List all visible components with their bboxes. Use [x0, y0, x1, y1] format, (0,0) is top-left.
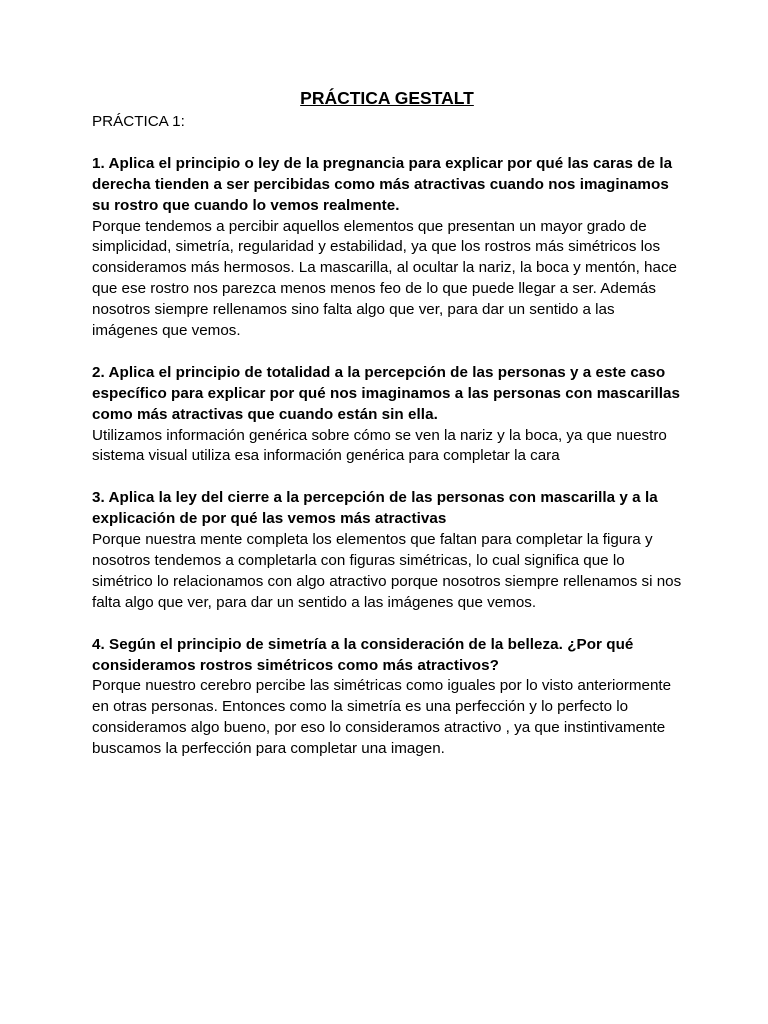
spacer — [92, 614, 682, 635]
answer-3: Porque nuestra mente completa los elementos que faltan para completar la figura y nosotros tendemos a completarla con figuras simétricas, lo cual significa que lo simétrico lo relacionamos con algo atractivo porque nosotros siempre rellenamos si nos falta algo que ver, para dar un sentido a las imágenes que vemos. — [92, 531, 682, 611]
answer-2: Utilizamos información genérica sobre cómo se ven la nariz y la boca, ya que nuestro sistema visual utiliza esa información genérica para completar la cara — [92, 426, 667, 465]
document-content — [92, 86, 682, 760]
question-1: 1. Aplica el principio o ley de la pregnancia para explicar por qué las caras de la derecha tienden a ser percibidas como más atractivas cuando nos imaginamos su rostro que cuando lo vemos realmente. — [92, 154, 673, 214]
section-1 — [92, 154, 682, 342]
spacer — [92, 342, 682, 363]
spacer — [92, 133, 682, 154]
document-title: PRÁCTICA GESTALT — [300, 88, 474, 108]
answer-4: Porque nuestro cerebro percibe las simétricas como iguales por lo visto anteriormente en otras personas. Entonces como la simetría es una perfección y lo perfecto lo consideramos algo bueno, por eso lo consideramos atractivo , ya que instintivamente buscamos la perfección para completar una imagen. — [92, 677, 672, 758]
answer-1: Porque tendemos a percibir aquellos elementos que presentan un mayor grado de simplicidad, simetría, regularidad y estabilidad, ya que los rostros más simétricos los consideramos más hermosos. La mascarilla, al ocultar la nariz, la boca y mentón, hace que ese rostro nos parezca menos menos feo de lo que puede llegar a ser. Además nosotros siempre rellenamos sino falta algo que ver, para dar un sentido a las imágenes que vemos. — [92, 217, 677, 340]
question-4: 4. Según el principio de simetría a la consideración de la belleza. ¿Por qué consideramos rostros simétricos como más atractivos? — [92, 635, 634, 674]
section-4 — [92, 635, 682, 760]
section-3 — [92, 488, 682, 613]
practice-subtitle: PRÁCTICA 1: — [92, 113, 185, 130]
section-2 — [92, 363, 682, 468]
question-2: 2. Aplica el principio de totalidad a la percepción de las personas y a este caso específico para explicar por qué nos imaginamos a las personas con mascarillas como más atractivas que cuando están sin ella. — [92, 363, 681, 423]
question-3: 3. Aplica la ley del cierre a la percepción de las personas con mascarilla y a la explicación de por qué las vemos más atractivas — [92, 489, 658, 528]
spacer — [92, 467, 682, 488]
